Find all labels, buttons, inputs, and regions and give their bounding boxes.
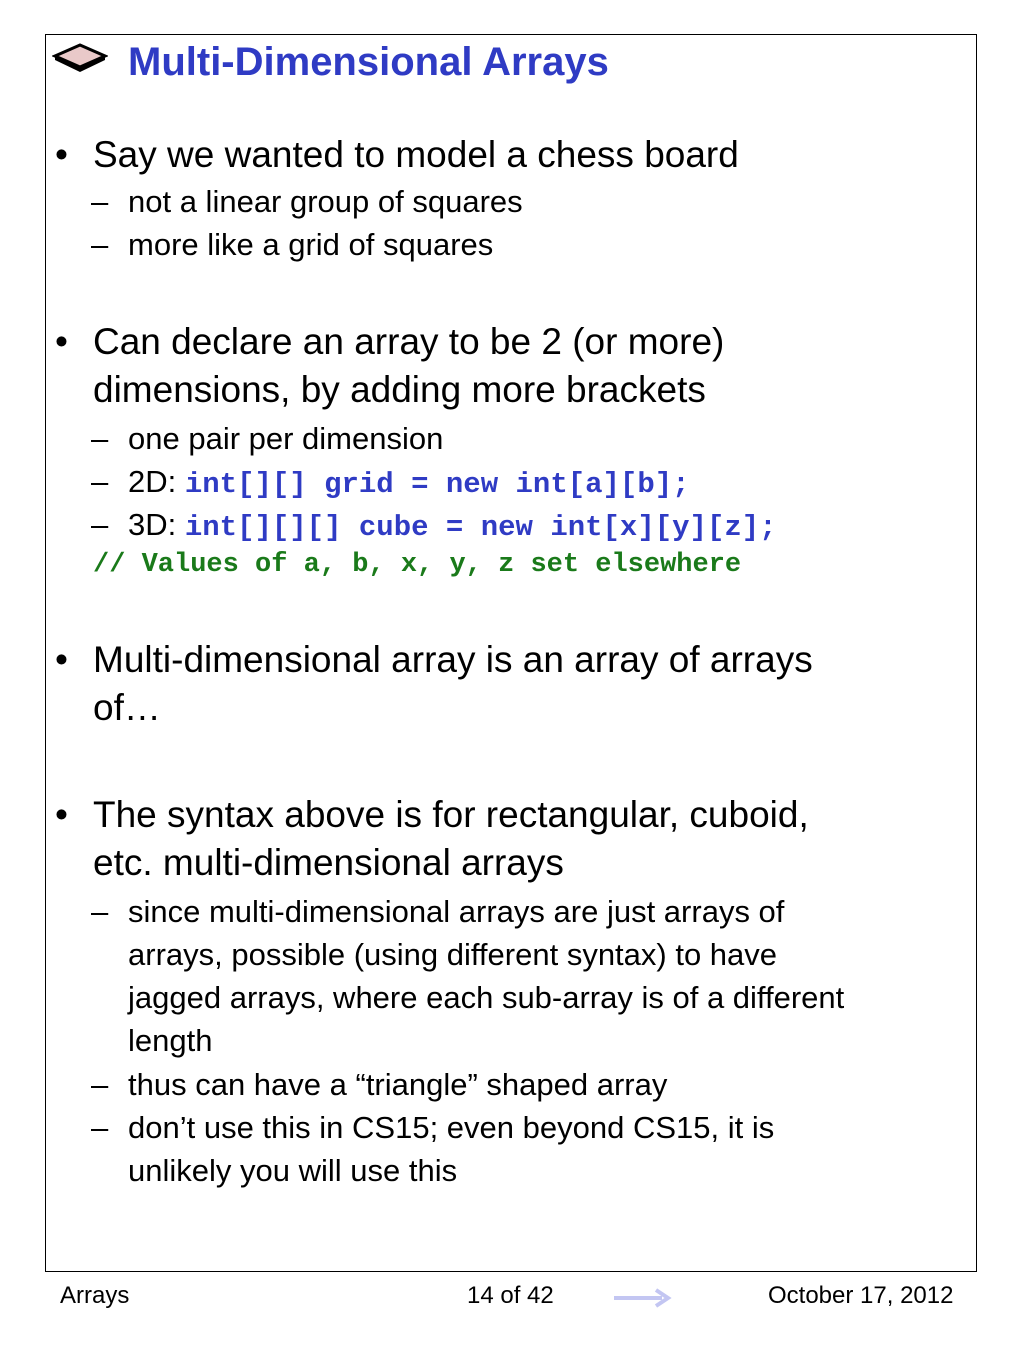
arrow-right-icon[interactable] (612, 1287, 674, 1309)
sub-bullet (91, 180, 523, 223)
bullet-text: dimensions, by adding more brackets (93, 369, 706, 410)
sub-bullet (91, 223, 494, 266)
code-prefix: 2D: (128, 464, 185, 499)
sub-bullet (91, 417, 444, 460)
bullet-4 (55, 791, 809, 887)
sub-bullet-text: length (128, 1023, 213, 1058)
dash-mark: – (91, 464, 109, 499)
bullet-text: Multi-dimensional array is an array of arrays (93, 639, 813, 680)
footer-page-number: 14 of 42 (467, 1282, 554, 1309)
sub-bullet-text: one pair per dimension (128, 421, 444, 456)
sub-bullet (91, 1063, 668, 1106)
dash-mark: – (91, 1067, 109, 1102)
bullet-3 (55, 636, 813, 732)
footer-date: October 17, 2012 (768, 1282, 954, 1309)
sub-bullet (91, 1106, 775, 1192)
slide-title: Multi-Dimensional Arrays (128, 40, 609, 84)
dash-mark: – (91, 227, 109, 262)
sub-bullet-text: don’t use this in CS15; even beyond CS15, it is (128, 1110, 775, 1145)
bullet-mark: • (55, 794, 68, 835)
bullet-1 (55, 131, 739, 179)
bullet-mark: • (55, 639, 68, 680)
sub-bullet-code (91, 503, 777, 549)
sub-bullet-text: not a linear group of squares (128, 184, 523, 219)
bullet-text: Can declare an array to be 2 (or more) (93, 321, 725, 362)
sub-bullet-text: more like a grid of squares (128, 227, 494, 262)
sub-bullet-text: jagged arrays, where each sub-array is of a different (128, 980, 845, 1015)
code-snippet: int[][][] cube = new int[x][y][z]; (184, 511, 777, 544)
dash-mark: – (91, 507, 109, 542)
bullet-text: of… (93, 687, 161, 728)
dash-mark: – (91, 184, 109, 219)
bullet-mark: • (55, 321, 68, 362)
code-comment: // Values of a, b, x, y, z set elsewhere (93, 550, 742, 580)
dash-mark: – (91, 1110, 109, 1145)
diamond-icon (52, 42, 108, 76)
sub-bullet-code (91, 460, 690, 506)
code-snippet: int[][] grid = new int[a][b]; (184, 468, 690, 501)
code-prefix: 3D: (128, 507, 185, 542)
sub-bullet-text: arrays, possible (using different syntax) to have (128, 937, 778, 972)
dash-mark: – (91, 421, 109, 456)
sub-bullet-text: thus can have a “triangle” shaped array (128, 1067, 668, 1102)
bullet-text: The syntax above is for rectangular, cuboid, (93, 794, 809, 835)
sub-bullet-text: unlikely you will use this (128, 1153, 458, 1188)
dash-mark: – (91, 894, 109, 929)
bullet-2 (55, 318, 725, 414)
bullet-text: Say we wanted to model a chess board (93, 134, 739, 175)
bullet-text: etc. multi-dimensional arrays (93, 842, 564, 883)
sub-bullet (91, 890, 845, 1062)
footer-section-title: Arrays (60, 1282, 130, 1309)
bullet-mark: • (55, 134, 68, 175)
sub-bullet-text: since multi-dimensional arrays are just arrays of (128, 894, 785, 929)
